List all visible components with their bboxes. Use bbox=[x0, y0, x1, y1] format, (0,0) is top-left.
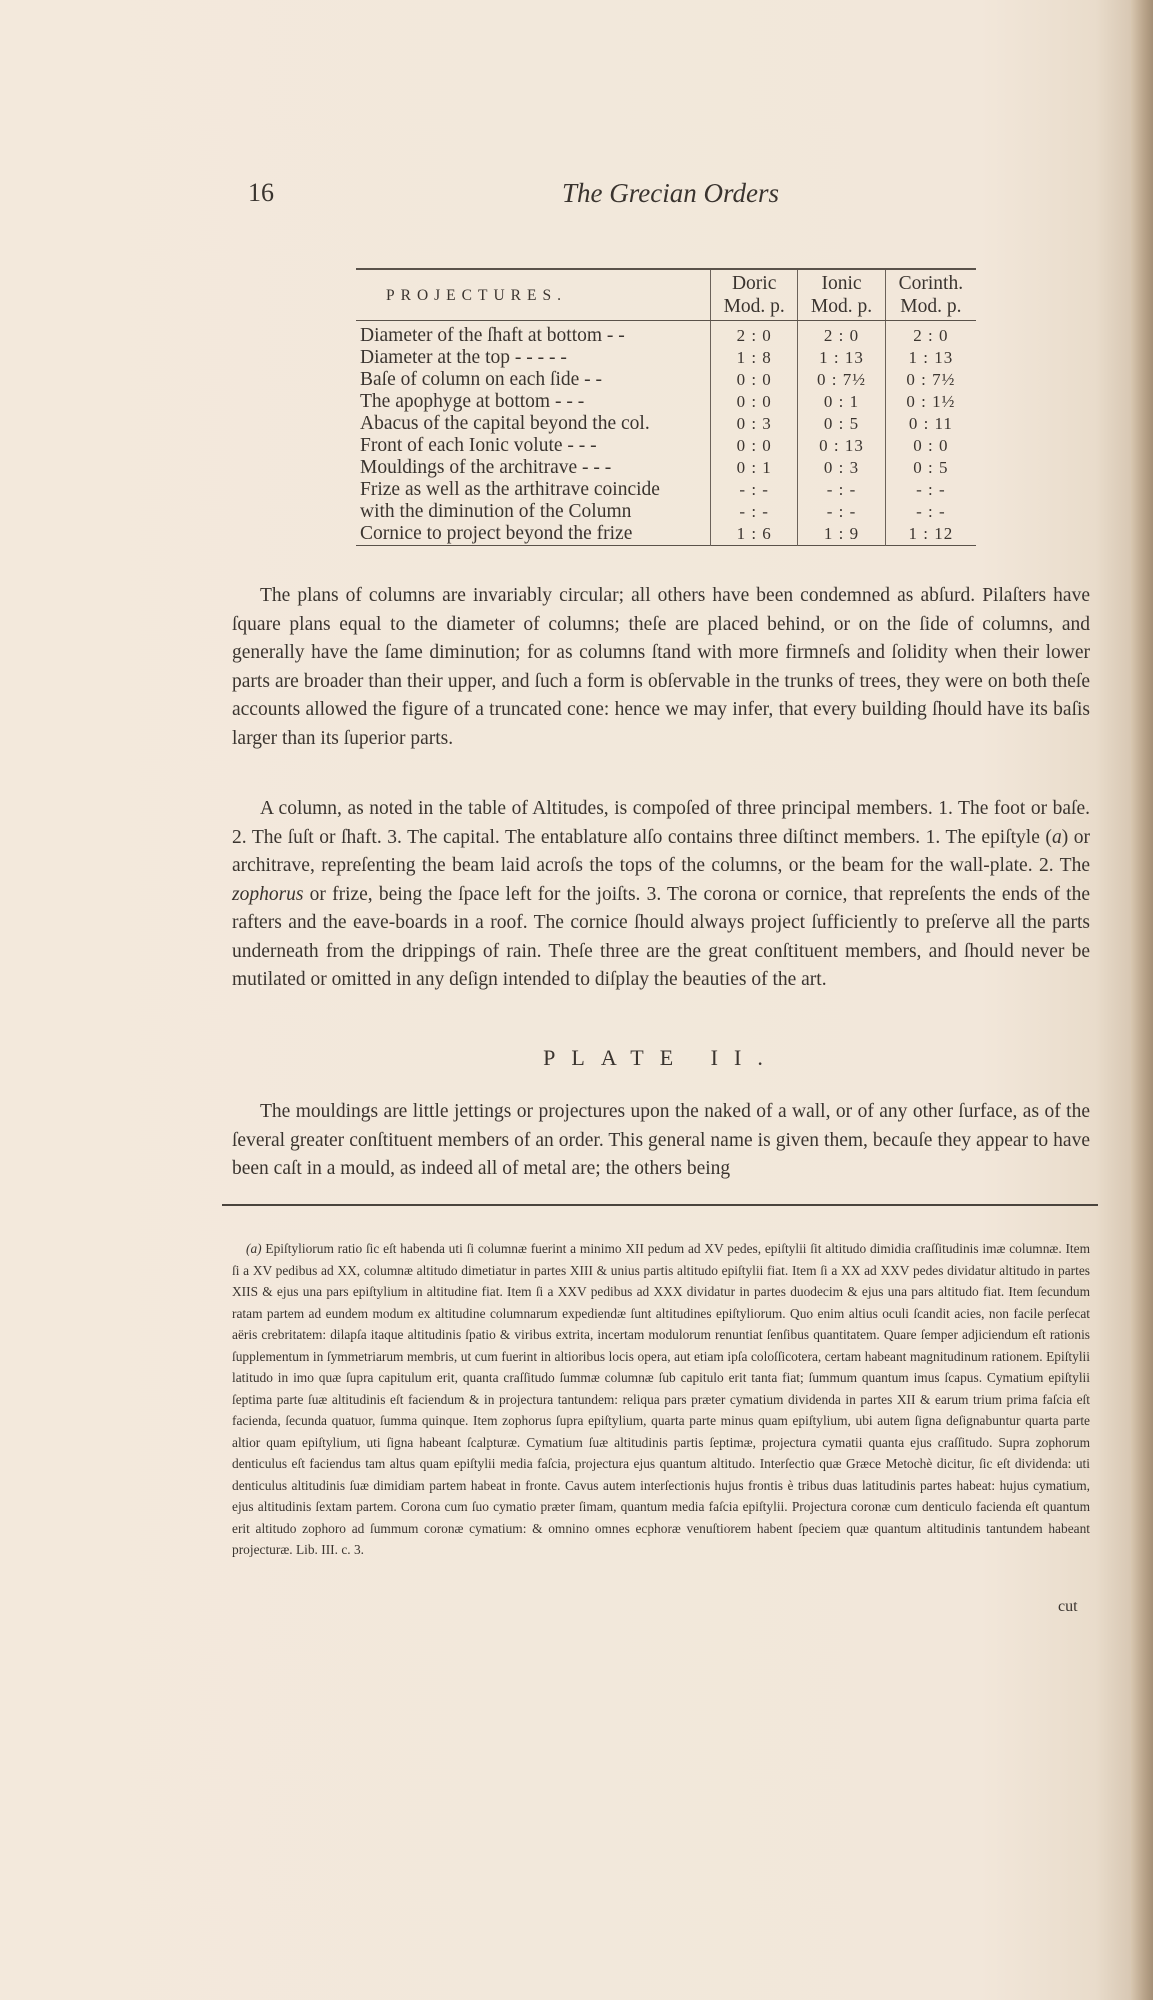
doric-value: 0 : 0 bbox=[711, 391, 798, 413]
doric-value: 1 : 6 bbox=[711, 523, 798, 546]
corinth-value: 0 : 0 bbox=[885, 435, 976, 457]
table-row bbox=[356, 413, 976, 435]
row-description: Front of each Ionic volute - - - bbox=[360, 435, 597, 456]
table-row bbox=[356, 369, 976, 391]
doric-value: 0 : 0 bbox=[711, 435, 798, 457]
page-header bbox=[248, 178, 1088, 218]
column-name: Ionic bbox=[821, 273, 862, 294]
ionic-value: 0 : 7½ bbox=[798, 369, 885, 391]
corinth-value: 0 : 1½ bbox=[885, 391, 976, 413]
column-header-ionic bbox=[798, 269, 885, 321]
row-description: Baſe of column on each ſide - - bbox=[360, 369, 603, 390]
footnote bbox=[232, 1238, 1090, 1561]
corinth-value: - : - bbox=[885, 479, 976, 501]
column-header-corinth bbox=[885, 269, 976, 321]
paragraph-column-plans bbox=[232, 582, 1090, 753]
table-row bbox=[356, 501, 976, 523]
page-number: 16 bbox=[248, 178, 274, 207]
doric-value: - : - bbox=[711, 501, 798, 523]
table-row bbox=[356, 391, 976, 413]
corinth-value: 0 : 5 bbox=[885, 457, 976, 479]
row-description: Frize as well as the arthitrave coincide bbox=[360, 479, 660, 500]
row-description: Abacus of the capital beyond the col. bbox=[360, 413, 650, 434]
ionic-value: - : - bbox=[798, 501, 885, 523]
row-description: Mouldings of the architrave - - - bbox=[360, 457, 612, 478]
footnote-text bbox=[232, 1238, 1090, 1561]
table-row bbox=[356, 321, 976, 348]
column-unit: Mod. p. bbox=[810, 296, 873, 317]
ionic-value: 1 : 9 bbox=[798, 523, 885, 546]
corinth-value: 0 : 11 bbox=[885, 413, 976, 435]
column-unit: Mod. p. bbox=[900, 296, 962, 317]
paragraph-text: The plans of columns are invariably circular; all others have been condemned as abſurd. Pilaſters have ſquare plans equal to the diameter of columns; theſe are placed behind, or on the ſide of columns, and generally have the ſame diminution; for as columns ſtand with more firmneſs and ſolidity when their lower parts are broader than their upper, and ſuch a form is obſervable in the trunks of trees, they were on both theſe accounts allowed the figure of a truncated cone: hence we may infer, that every building ſhould have its baſis larger than its ſuperior parts. bbox=[232, 585, 1090, 749]
projectures-table bbox=[356, 268, 976, 546]
row-description: Diameter at the top - - - - - bbox=[360, 347, 567, 368]
row-description: Cornice to project beyond the frize bbox=[360, 523, 633, 544]
table-row bbox=[356, 457, 976, 479]
column-name: Doric bbox=[731, 273, 777, 294]
doric-value: 0 : 0 bbox=[711, 369, 798, 391]
ionic-value: 1 : 13 bbox=[798, 347, 885, 369]
corinth-value: 1 : 13 bbox=[885, 347, 976, 369]
row-description: Diameter of the ſhaft at bottom - - bbox=[360, 325, 625, 346]
paragraph-segment: A column, as noted in the table of Altitudes, is compoſed of three principal members. 1. The foot or baſe. 2. The ſuſt or ſhaft. 3. The capital. The entablature alſo contains three diſtinct members. 1. The epiſtyle ( bbox=[232, 798, 1090, 848]
table-label: PROJECTURES. bbox=[356, 269, 711, 321]
footnote-body: Epiſtyliorum ratio ſic eſt habenda uti ſi columnæ fuerint a minimo XII pedum ad XV pedes, epiſtylii ſit altitudo dimidia craſſitudinis imæ columnæ. Item ſi a XV pedibus ad XX, columnæ altitudo dimetiatur in partes XIII & unius partis altitudo epiſtylii fiat. Item ſi a XX ad XXV pedes dividatur altitudo in partes XIIS & ejus una pars epiſtylium in altitudine fiat. Item ſi a XXV pedibus ad XXX dividatur in partes duodecim & ejus una pars altitudo fiat. Item ſecundum ratam partem ad eundem modum ex altitudine columnarum expediendæ ſunt altitudines epiſtyliorum. Quo enim altius oculi ſcandit acies, non facile perſecat aëris crebritatem: dilapſa itaque altitudinis ſpatio & viribus extrita, incertam modulorum renuntiat ſenſibus quantitatem. Quare ſemper adjiciendum eſt rationis ſupplementum in ſymmetriarum membris, ut cum fuerint in altioribus locis opera, aut etiam ipſa coloſſicotera, certam habeant magnitudinum rationem. Epiſtylii latitudo in imo quæ ſupra capitulum erit, quanta craſſitudo ſummæ columnæ ſub capitulo erit tanta fiat; ſummum quantum imus ſcapus. Cymatium epiſtylii ſeptima parte ſuæ altitudinis eſt faciendum & in projectura tantundem: reliqua pars præter cymatium dividenda in partes XII & earum trium prima faſcia eſt facienda, ſecunda quatuor, ſumma quinque. Item zophorus ſupra epiſtylium, quarta parte minus quam epiſtylium, ubi autem ſigna deſignabuntur quarta parte altior quam epiſtylium, uti ſigna habeant ſcalpturæ. Cymatium ſuæ altitudinis partis ſeptimæ, projectura cymatii quanta ejus craſſitudo. Supra zophorum denticulus eſt faciendus tam altus quam epiſtylii media faſcia, projectura ejus quantum altitudo. Interſectio quæ Græce Metochè dicitur, ſic eſt dividenda: uti denticulus altitudinis ſuæ dimidiam partem habeat in fronte. Cavus autem interſectionis hujus frontis è tribus duas latitudinis partes habeat: hujus cymatium, ejus altitudinis ſextam partem. Corona cum ſuo cymatio præter ſimam, quantum media faſcia epiſtylii. Projectura coronæ cum denticulo facienda eſt quantum erit altitudo zophoro ad ſummum coronæ cymatium: & omnino omnes ecphoræ venuſtiorem habent ſpeciem quæ quantum altitudinis tantundem habeant projecturæ. Lib. III. c. 3. bbox=[232, 1241, 1090, 1557]
corinth-value: 0 : 7½ bbox=[885, 369, 976, 391]
ionic-value: 2 : 0 bbox=[798, 321, 885, 348]
doric-value: 2 : 0 bbox=[711, 321, 798, 348]
footnote-reference: a bbox=[1051, 826, 1062, 848]
book-spine-shadow bbox=[1131, 0, 1153, 2000]
table-row bbox=[356, 523, 976, 546]
plate-heading: PLATE II. bbox=[543, 1045, 779, 1070]
column-unit: Mod. p. bbox=[723, 296, 785, 317]
table-row bbox=[356, 347, 976, 369]
column-name: Corinth. bbox=[898, 273, 964, 294]
paragraph-text bbox=[232, 795, 1090, 995]
paragraph-segment: or frize, being the ſpace left for the joiſts. 3. The corona or cornice, that repreſents the ends of the rafters and the eave-boards in a roof. The cornice ſhould always project ſufficiently to preſerve all the parts underneath from the drippings of rain. Theſe three are the great conſtituent members, and ſhould never be mutilated or omitted in any deſign intended to diſplay the beauties of the art. bbox=[232, 883, 1090, 990]
paragraph-mouldings bbox=[232, 1098, 1090, 1184]
running-title: The Grecian Orders bbox=[562, 178, 779, 208]
doric-value: - : - bbox=[711, 479, 798, 501]
paragraph-text: The mouldings are little jettings or projectures upon the naked of a wall, or of any other ſurface, as of the ſeveral greater conſtituent members of an order. This general name is given them, becauſe they appear to have been caſt in a mould, as indeed all of metal are; the others being bbox=[232, 1101, 1090, 1179]
ionic-value: 0 : 1 bbox=[798, 391, 885, 413]
table-row bbox=[356, 435, 976, 457]
catchword: cut bbox=[1058, 1598, 1078, 1615]
ionic-value: 0 : 5 bbox=[798, 413, 885, 435]
doric-value: 0 : 1 bbox=[711, 457, 798, 479]
doric-value: 1 : 8 bbox=[711, 347, 798, 369]
row-description: with the diminution of the Column bbox=[360, 501, 632, 522]
ionic-value: 0 : 13 bbox=[798, 435, 885, 457]
corinth-value: - : - bbox=[885, 501, 976, 523]
corinth-value: 2 : 0 bbox=[885, 321, 976, 348]
paragraph-segment: ) or architrave, repreſenting the beam laid acroſs the tops of the columns, or the beam for the wall-plate. 2. The bbox=[232, 826, 1090, 876]
table-row bbox=[356, 479, 976, 501]
paragraph-column-members bbox=[232, 795, 1090, 995]
row-description: The apophyge at bottom - - - bbox=[360, 391, 585, 412]
doric-value: 0 : 3 bbox=[711, 413, 798, 435]
ionic-value: - : - bbox=[798, 479, 885, 501]
footnote-marker: (a) bbox=[246, 1241, 262, 1256]
italic-term: zophorus bbox=[232, 883, 304, 905]
table-header-row bbox=[356, 269, 976, 321]
corinth-value: 1 : 12 bbox=[885, 523, 976, 546]
footnote-divider bbox=[222, 1204, 1098, 1206]
ionic-value: 0 : 3 bbox=[798, 457, 885, 479]
column-header-doric bbox=[711, 269, 798, 321]
